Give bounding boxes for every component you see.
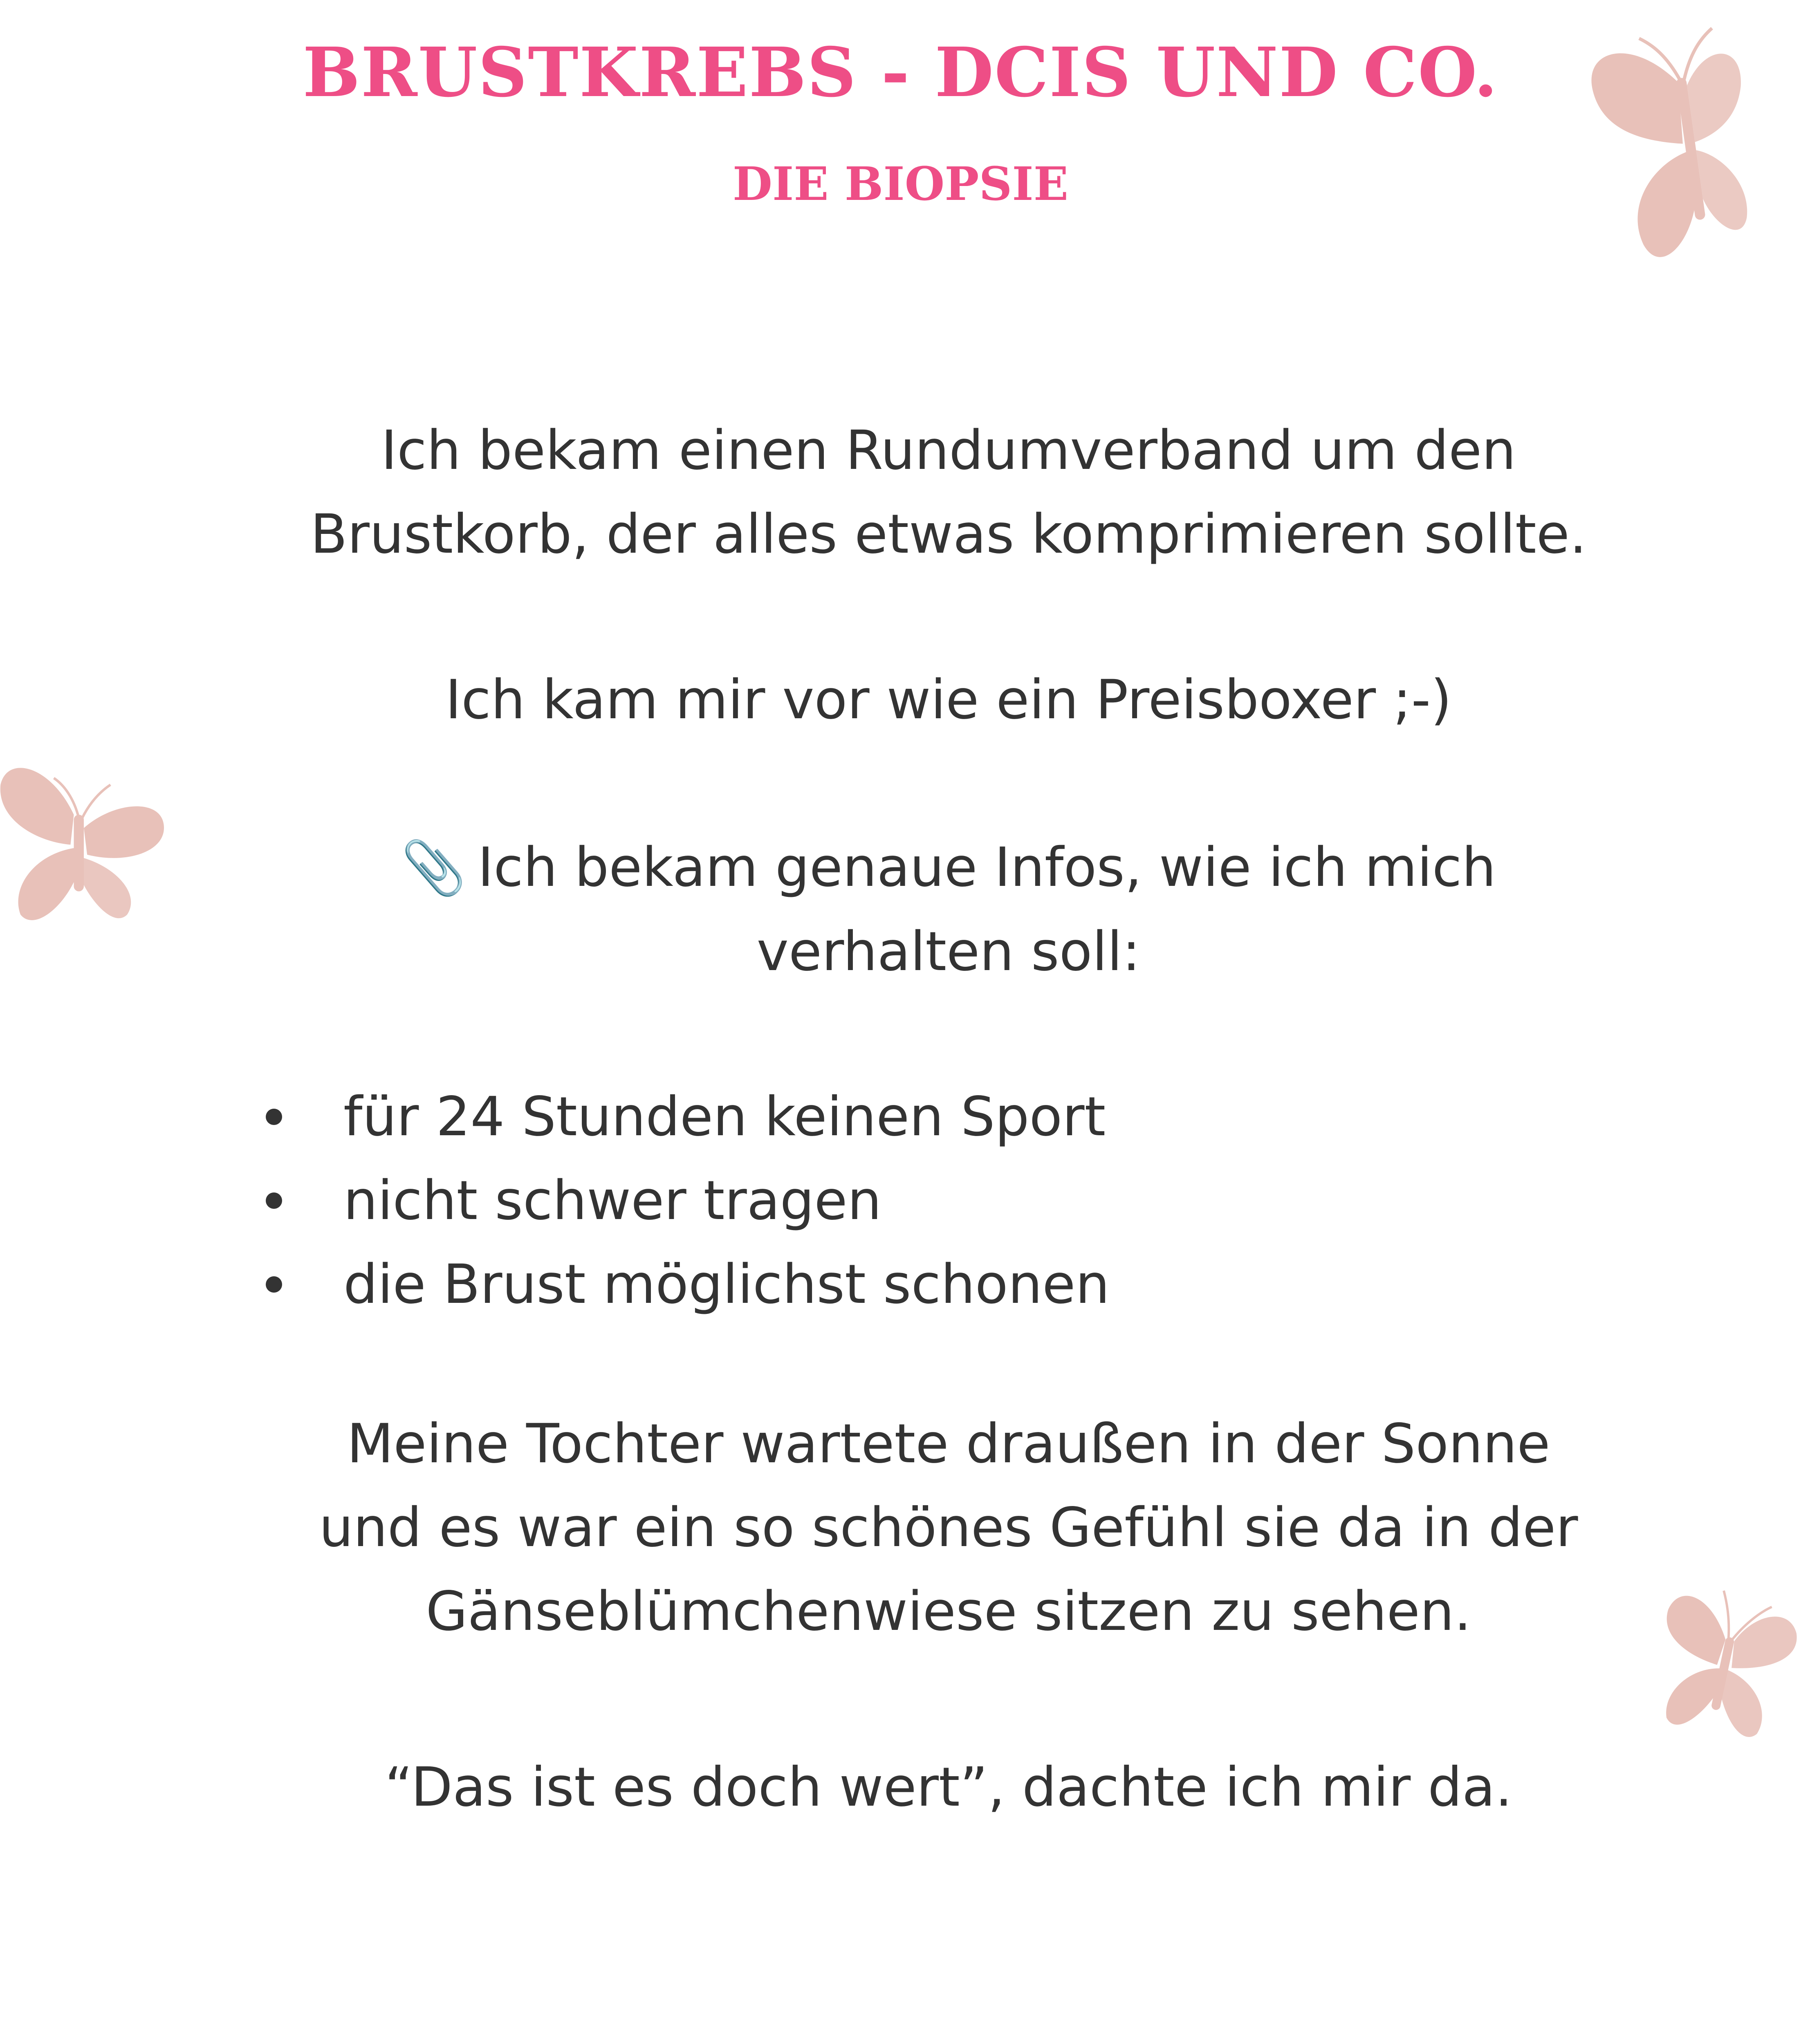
butterfly-icon <box>1652 1578 1801 1750</box>
list-item <box>253 1243 1562 1327</box>
paragraph-daughter <box>229 1402 1668 1654</box>
butterfly-icon <box>0 748 168 928</box>
list-item <box>253 1159 1562 1243</box>
paragraph-bandage <box>229 409 1668 576</box>
text-segment: Ich bekam genaue Infos, wie ich mich <box>478 836 1496 899</box>
text-line <box>229 826 1668 910</box>
page-subtitle: DIE BIOPSIE <box>732 157 1069 211</box>
text-line: “Das ist es doch wert”, dachte ich mir da. <box>385 1756 1512 1819</box>
page-title: BRUSTKREBS - DCIS UND CO. <box>303 33 1498 112</box>
list-item-text: für 24 Stunden keinen Sport <box>343 1085 1106 1148</box>
bullet-dot <box>266 1192 282 1209</box>
paragraph-boxer <box>229 658 1668 742</box>
text-line: Ich bekam einen Rundumverband um den <box>381 419 1516 482</box>
list-item-text: die Brust möglichst schonen <box>343 1253 1110 1316</box>
list-item-text: nicht schwer tragen <box>343 1169 882 1232</box>
bullet-dot <box>266 1276 282 1293</box>
paragraph-quote <box>229 1746 1668 1829</box>
text-line: Ich kam mir vor wie ein Preisboxer ;-) <box>445 668 1452 731</box>
text-line: verhalten soll: <box>756 920 1141 983</box>
text-line: Gänseblümchenwiese sitzen zu sehen. <box>426 1580 1471 1643</box>
list-item <box>253 1075 1562 1159</box>
paragraph-infos <box>229 826 1668 994</box>
paperclip-icon: 📎 <box>401 838 467 899</box>
text-line: und es war ein so schönes Gefühl sie da in der <box>319 1496 1578 1559</box>
text-line: Meine Tochter wartete draußen in der Sonne <box>347 1412 1550 1475</box>
bullet-dot <box>266 1109 282 1125</box>
instruction-list <box>253 1075 1562 1327</box>
text-line: Brustkorb, der alles etwas komprimieren sollte. <box>310 503 1587 566</box>
